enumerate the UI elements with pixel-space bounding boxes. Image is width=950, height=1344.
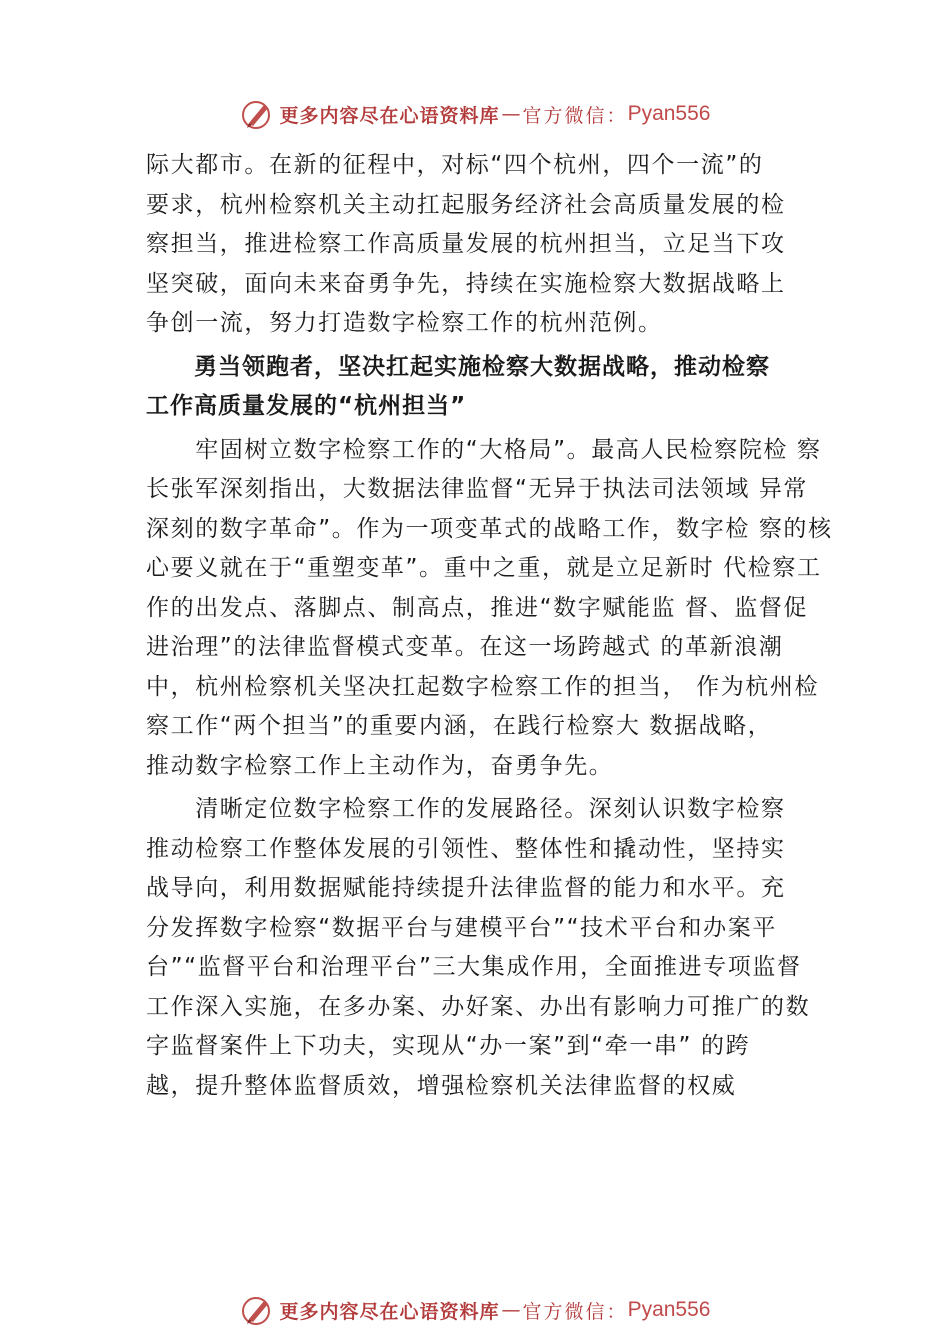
footer-watermark: [0, 1290, 950, 1330]
paragraph-1: [146, 146, 836, 344]
footer-label: 官方微信：: [522, 1300, 628, 1323]
text-line: 字监督案件上下功夫，实现从“办一案”到“牵一串” 的跨: [146, 1033, 751, 1059]
text-line: 深刻的数字革命”。作为一项变革式的战略工作，数字检 察的核: [146, 515, 833, 542]
pen-logo-icon: [240, 1293, 274, 1327]
footer-wechat-id: Pyan556: [627, 1298, 711, 1321]
text-line: 中，杭州检察机关坚决扛起数字检察工作的担当， 作为杭州检: [146, 673, 820, 700]
text-line: 分发挥数字检察“数据平台与建模平台”“技术平台和办案平: [146, 914, 777, 941]
paragraph-2: [146, 431, 836, 787]
header-label: 官方微信：: [522, 104, 628, 127]
heading-line: 勇当领跑者，坚决扛起实施检察大数据战略，推动检察: [146, 353, 770, 380]
text-line: 长张军深刻指出，大数据法律监督“无异于执法司法领域 异常: [146, 476, 809, 502]
footer-dash: —: [501, 1299, 521, 1321]
pen-logo-icon: [240, 97, 274, 131]
text-line: 进治理”的法律监督模式变革。在这一场跨越式 的革新浪潮: [146, 634, 784, 660]
document-body: [146, 146, 836, 1106]
header-wechat-id: Pyan556: [627, 102, 711, 125]
header-brand: 更多内容尽在心语资料库: [279, 104, 500, 127]
text-line: 察工作“两个担当”的重要内涵，在践行检察大 数据战略，: [146, 713, 773, 739]
text-line: 坚突破，面向未来奋勇争先，持续在实施检察大数据战略上: [146, 270, 786, 297]
text-line: 推动数字检察工作上主动作为，奋勇争先。: [146, 752, 614, 779]
header-watermark: [0, 94, 950, 134]
text-line: 争创一流，努力打造数字检察工作的杭州范例。: [146, 310, 663, 336]
heading-line: 工作高质量发展的“杭州担当”: [146, 393, 467, 419]
header-dash: —: [501, 103, 521, 125]
section-heading: [146, 348, 836, 427]
text-line: 越，提升整体监督质效，增强检察机关法律监督的权威: [146, 1072, 737, 1099]
text-line: 台”“监督平台和治理平台”三大集成作用，全面推进专项监督: [146, 954, 802, 980]
paragraph-3: [146, 790, 836, 1106]
text-line: 心要义就在于“重塑变革”。重中之重，就是立足新时 代检察工: [146, 555, 822, 581]
text-line: 际大都市。在新的征程中，对标“四个杭州，四个一流”的: [146, 152, 764, 178]
text-line: 牢固树立数字检察工作的“大格局”。最高人民检察院检 察: [146, 436, 822, 463]
text-line: 要求，杭州检察机关主动扛起服务经济社会高质量发展的检: [146, 191, 786, 218]
text-line: 推动检察工作整体发展的引领性、整体性和撬动性，坚持实: [146, 835, 786, 862]
footer-brand: 更多内容尽在心语资料库: [279, 1300, 500, 1323]
text-line: 清晰定位数字检察工作的发展路径。深刻认识数字检察: [146, 796, 786, 822]
text-line: 工作深入实施，在多办案、办好案、办出有影响力可推广的数: [146, 993, 811, 1020]
text-line: 作的出发点、落脚点、制高点，推进“数字赋能监 督、监督促: [146, 594, 809, 621]
text-line: 察担当，推进检察工作高质量发展的杭州担当，立足当下攻: [146, 231, 786, 257]
text-line: 战导向，利用数据赋能持续提升法律监督的能力和水平。充: [146, 875, 786, 901]
